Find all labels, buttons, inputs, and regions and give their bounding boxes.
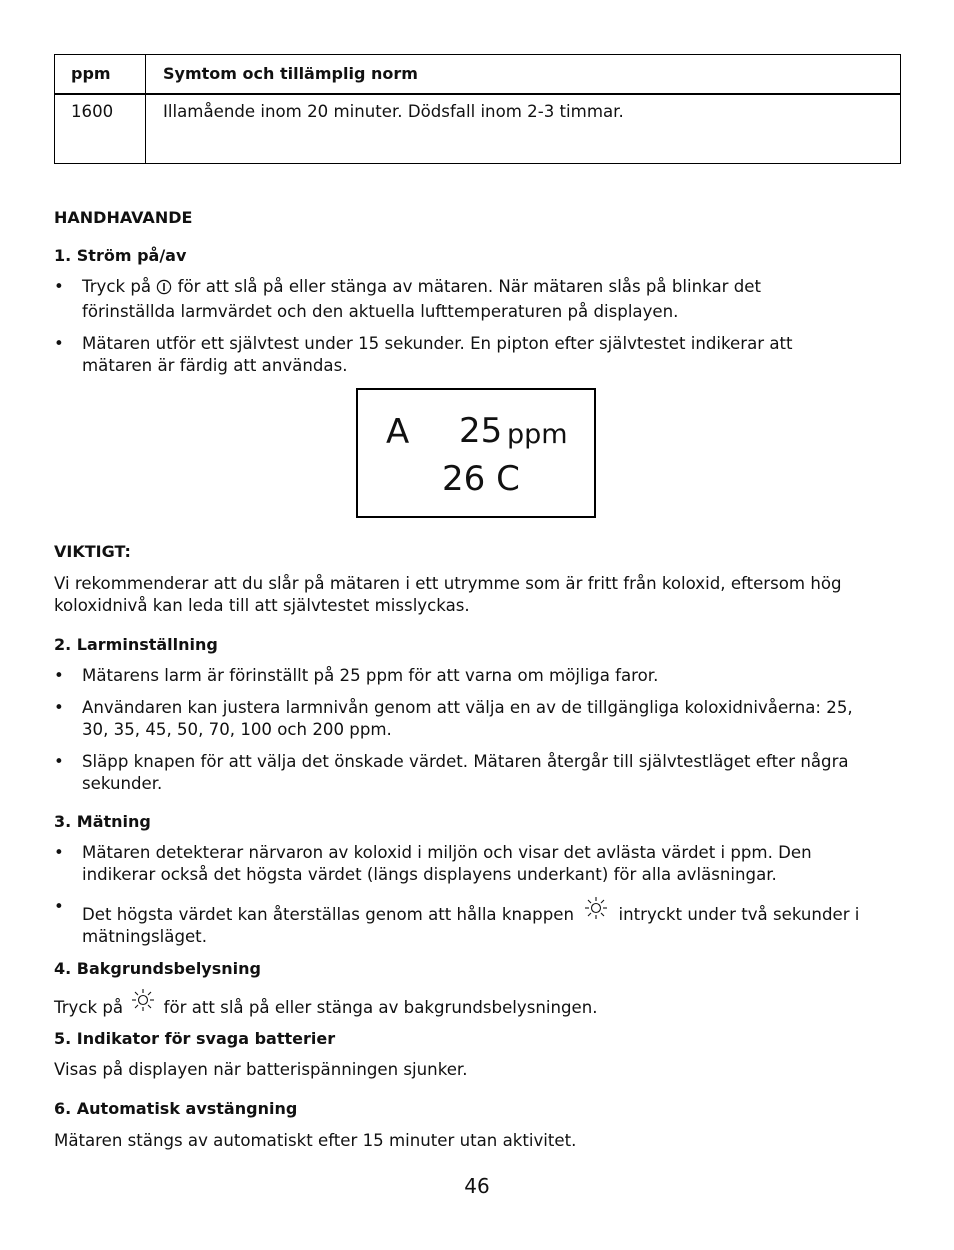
reset-text-pre: Det högsta värdet kan återställas genom att hålla knappen — [82, 905, 574, 924]
table-cell-ppm: 1600 — [55, 94, 146, 164]
section-title-alarm: 2. Larminställning — [54, 635, 218, 654]
list-item: • Mätaren utför ett självtest under 15 sekunder. En pipton efter självtestet indikerar att mätaren är färdig att användas. — [54, 333, 844, 377]
power-text-post: för att slå på eller stänga av mätaren. När mätaren slås på blinkar det förinställda larmvärdet och den aktuella lufttemperaturen på displayen. — [82, 277, 761, 321]
table-row — [55, 94, 901, 164]
lcd-display-illustration — [356, 388, 596, 518]
section-title-auto-off: 6. Automatisk avstängning — [54, 1099, 298, 1118]
backlight-sun-icon — [130, 988, 156, 1018]
display-unit: ppm — [507, 419, 568, 450]
battery-text: Visas på displayen när batterispänningen sjunker. — [54, 1060, 468, 1079]
list-item: • Mätaren detekterar närvaron av koloxid i miljön och visar det avlästa värdet i ppm. Den indikerar också det högsta värdet (längs displayens underkant) för alla avläsningar. — [54, 842, 901, 886]
section-title-power: 1. Ström på/av — [54, 246, 187, 265]
table-header-symptom: Symtom och tillämplig norm — [146, 55, 901, 95]
display-value: 25 — [459, 411, 503, 451]
auto-off-text: Mätaren stängs av automatiskt efter 15 minuter utan aktivitet. — [54, 1131, 577, 1150]
measurement-bullets — [54, 842, 901, 948]
heading-handhavande: HANDHAVANDE — [54, 208, 193, 227]
table-header-row — [55, 55, 901, 95]
power-circle-icon — [156, 279, 172, 301]
list-item — [54, 896, 901, 948]
power-text-pre: Tryck på — [82, 277, 152, 296]
list-item: • Släpp knapen för att välja det önskade värdet. Mätaren återgår till självtestläget efter några sekunder. — [54, 751, 901, 795]
backlight-text-pre: Tryck på — [54, 998, 124, 1017]
backlight-sun-icon — [583, 896, 609, 926]
table-header-ppm: ppm — [55, 55, 146, 95]
alarm-bullets — [54, 665, 901, 795]
list-item: • Mätarens larm är förinställt på 25 ppm för att varna om möjliga faror. — [54, 665, 901, 687]
section-title-measurement: 3. Mätning — [54, 812, 151, 831]
section-title-backlight: 4. Bakgrundsbelysning — [54, 959, 261, 978]
manual-page — [54, 54, 901, 1150]
list-item — [54, 276, 844, 323]
power-bullets — [54, 276, 844, 377]
table-cell-symptom: Illamående inom 20 minuter. Dödsfall inom 2-3 timmar. — [163, 102, 624, 121]
backlight-text-post: för att slå på eller stänga av bakgrundsbelysningen. — [163, 998, 598, 1017]
backlight-text — [54, 988, 901, 1019]
symptom-table — [54, 54, 901, 164]
page-number: 46 — [464, 1174, 490, 1198]
display-mode: A — [386, 412, 410, 452]
important-label: VIKTIGT: — [54, 542, 131, 561]
display-temperature: 26 C — [442, 459, 520, 499]
section-title-battery: 5. Indikator för svaga batterier — [54, 1029, 336, 1048]
reset-text-post: intryckt under två sekunder i mätningsläget. — [82, 905, 860, 946]
list-item: • Användaren kan justera larmnivån genom att välja en av de tillgängliga koloxidnivåerna: 25, 30, 35, 45, 50, 70, 100 och 200 ppm. — [54, 697, 901, 741]
important-text: Vi rekommenderar att du slår på mätaren i ett utrymme som är fritt från koloxid, eftersom hög koloxidnivå kan leda till att självtestet misslyckas. — [54, 574, 842, 615]
